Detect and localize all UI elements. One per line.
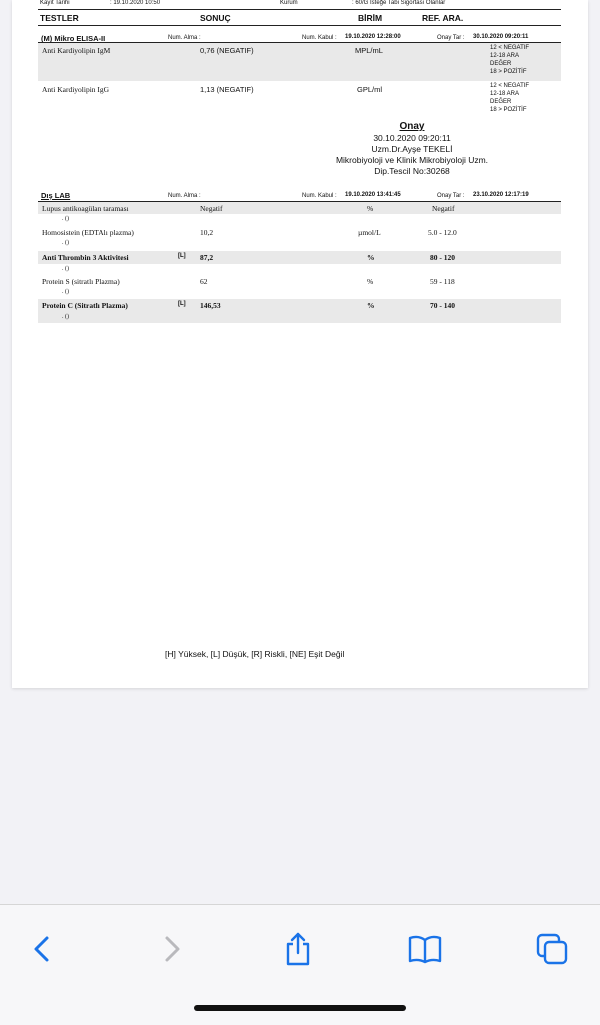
- bookmarks-button[interactable]: [403, 927, 447, 971]
- test-unit: %: [367, 277, 374, 286]
- header-rule-top: [38, 9, 561, 10]
- test-unit: %: [367, 301, 375, 310]
- chevron-left-icon: [31, 935, 53, 963]
- test-name: Anti Kardiyolipin IgG: [42, 85, 110, 94]
- test-unit: %: [367, 253, 375, 262]
- test-ref: 5.0 - 12.0: [428, 228, 457, 237]
- test-result: 146,53: [200, 301, 221, 310]
- test-unit: µmol/L: [358, 228, 381, 237]
- flag-legend: [H] Yüksek, [L] Düşük, [R] Riskli, [NE] Eşit Değil: [165, 649, 345, 659]
- test-sub: . (): [62, 266, 69, 272]
- section2-num-kabul-value: 19.10.2020 13:41:45: [345, 192, 401, 198]
- approval-dip: Dip.Tescil No:30268: [374, 166, 450, 176]
- chevron-right-icon: [161, 935, 183, 963]
- table-row-shade: [38, 43, 561, 81]
- test-ref: 59 - 118: [430, 277, 455, 286]
- report-page: [12, 0, 588, 688]
- kayit-tarihi-value: : 19.10.2020 10:50: [110, 0, 161, 6]
- col-testler: TESTLER: [40, 13, 79, 23]
- test-result: 10,2: [200, 228, 214, 237]
- header-rule-bottom: [38, 25, 561, 26]
- test-name: Protein S (sitratlı Plazma): [42, 277, 120, 286]
- test-name: Protein C (Sitratlı Plazma): [42, 301, 128, 310]
- forward-button[interactable]: [150, 927, 194, 971]
- col-ref: REF. ARA.: [422, 13, 464, 23]
- test-unit: %: [367, 204, 374, 213]
- test-sub: . (): [62, 240, 69, 246]
- ref-line: DEĞER: [490, 99, 512, 105]
- section2-onay-label: Onay Tar :: [437, 193, 465, 199]
- ref-line: 12 < NEGATIF: [490, 45, 530, 51]
- ref-line: DEĞER: [490, 61, 512, 67]
- col-birim: BİRİM: [358, 13, 383, 23]
- approval-block: [302, 121, 522, 177]
- tabs-button[interactable]: [530, 927, 574, 971]
- test-sub: . (): [62, 314, 69, 320]
- approval-heading: Onay: [399, 121, 425, 132]
- ref-line: 18 > POZİTİF: [490, 69, 527, 75]
- test-sub: . (): [62, 216, 69, 222]
- test-result: 0,76 (NEGATIF): [200, 46, 254, 55]
- section2-onay-value: 23.10.2020 12:17:19: [473, 192, 529, 198]
- test-ref: 80 - 120: [430, 253, 455, 262]
- ref-line: 18 > POZİTİF: [490, 107, 527, 113]
- kurum-label: Kurum: [280, 0, 298, 6]
- approval-doctor: Uzm.Dr.Ayşe TEKELİ: [371, 144, 453, 154]
- kayit-tarihi-label: Kayıt Tarihi: [40, 0, 70, 6]
- book-icon: [407, 934, 443, 964]
- section1-num-kabul-value: 19.10.2020 12:28:00: [345, 34, 401, 40]
- ref-line: 12 < NEGATIF: [490, 83, 530, 89]
- test-name: Lupus antikoagülan taraması: [42, 204, 129, 213]
- approval-datetime: 30.10.2020 09:20:11: [373, 133, 451, 143]
- tabs-icon: [535, 932, 569, 966]
- test-flag: [L]: [178, 301, 186, 307]
- test-name: Anti Kardiyolipin IgM: [42, 46, 111, 55]
- test-sub: . (): [62, 289, 69, 295]
- section1-onay-label: Onay Tar :: [437, 35, 465, 41]
- approval-dept: Mikrobiyoloji ve Klinik Mikrobiyoloji Uzm.: [335, 155, 489, 165]
- share-button[interactable]: [276, 927, 320, 971]
- ref-line: 12-18 ARA: [490, 91, 520, 97]
- section1-num-kabul-label: Num. Kabul :: [302, 35, 337, 41]
- test-name: Anti Thrombin 3 Aktivitesi: [42, 253, 129, 262]
- test-result: Negatif: [200, 204, 223, 213]
- section2-num-kabul-label: Num. Kabul :: [302, 193, 337, 199]
- test-result: 1,13 (NEGATIF): [200, 85, 254, 94]
- section1-num-alma-label: Num. Alma :: [168, 35, 201, 41]
- section2-title: Dış LAB: [41, 191, 71, 200]
- test-unit: GPL/ml: [357, 85, 383, 94]
- test-flag: [L]: [178, 253, 186, 259]
- section2-num-alma-label: Num. Alma :: [168, 193, 201, 199]
- col-sonuc: SONUÇ: [200, 13, 231, 23]
- section1-onay-value: 30.10.2020 09:20:11: [473, 34, 529, 40]
- ref-line: 12-18 ARA: [490, 53, 520, 59]
- test-result: 62: [200, 277, 208, 286]
- test-result: 87,2: [200, 253, 214, 262]
- back-button[interactable]: [20, 927, 64, 971]
- home-indicator: [194, 1005, 406, 1011]
- section1-title: (M) Mikro ELISA-II: [41, 34, 106, 43]
- test-ref: 70 - 140: [430, 301, 455, 310]
- test-unit: MPL/mL: [355, 46, 383, 55]
- test-name: Homosistein (EDTAlı plazma): [42, 228, 134, 237]
- kurum-value: : 60/G İsteğe Tabi Sigortası Olanlar: [352, 0, 446, 6]
- share-icon: [283, 931, 313, 967]
- test-ref: Negatif: [432, 204, 455, 213]
